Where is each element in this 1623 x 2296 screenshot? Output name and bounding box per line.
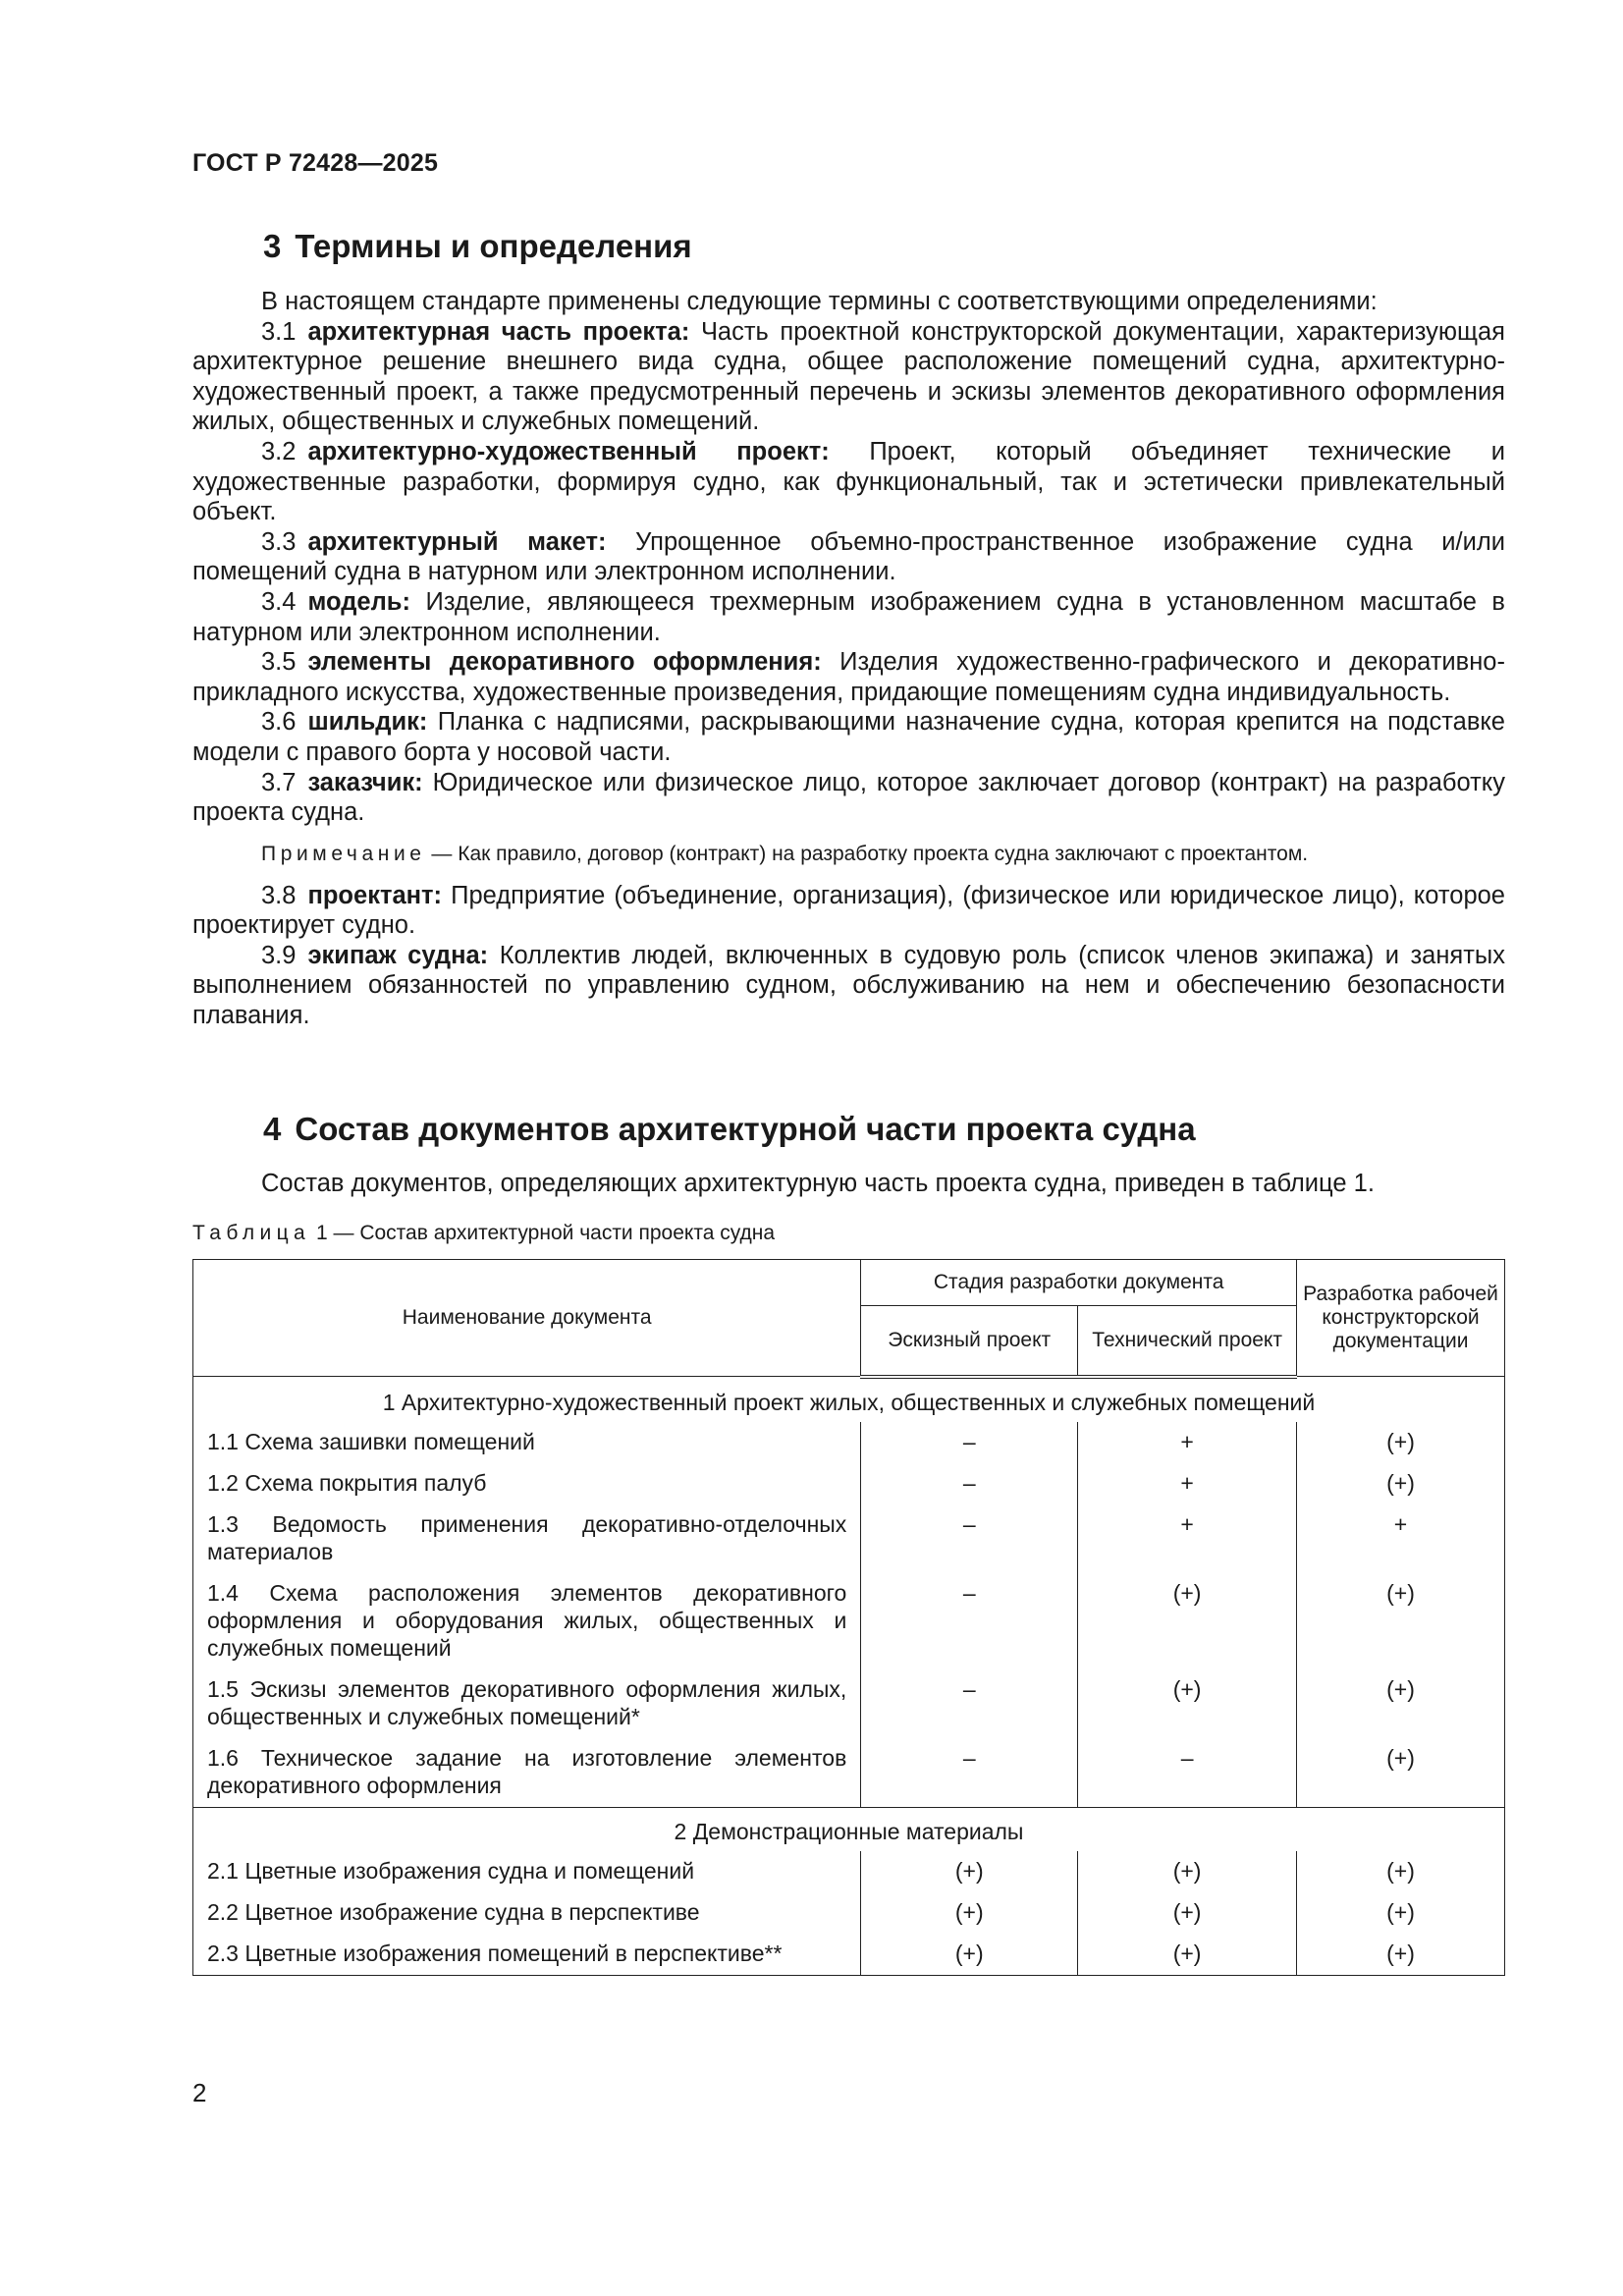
term-definition bbox=[192, 768, 1505, 828]
section-3-intro: В настоящем стандарте применены следующие термины с соответствующими определениями: bbox=[261, 288, 1378, 315]
document-header: ГОСТ Р 72428—2025 bbox=[192, 149, 439, 177]
sketch-project-cell: – bbox=[861, 1738, 1078, 1808]
term-name: архитектурная часть проекта: bbox=[307, 317, 690, 346]
term-name: архитектурно-художественный проект: bbox=[307, 437, 830, 465]
working-doc-cell: (+) bbox=[1297, 1934, 1505, 1976]
sketch-project-cell: – bbox=[861, 1504, 1078, 1573]
technical-project-cell: (+) bbox=[1078, 1573, 1297, 1669]
table-row bbox=[193, 1851, 1505, 1892]
term-definition bbox=[192, 707, 1505, 767]
term-definition bbox=[192, 941, 1505, 1031]
technical-project-cell: + bbox=[1078, 1504, 1297, 1573]
sketch-project-cell: – bbox=[861, 1669, 1078, 1738]
technical-project-cell: + bbox=[1078, 1463, 1297, 1504]
note-text: — Как правило, договор (контракт) на разработку проекта судна заключают с проектантом. bbox=[425, 842, 1309, 865]
term-text: Проект, который объединяет технические и художественные разработки, формируя судно, как функциональный, так и эстетически привлекательный объект. bbox=[192, 437, 1505, 526]
term-number: 3.8 bbox=[261, 881, 297, 909]
table-row bbox=[193, 1422, 1505, 1463]
table-group-row bbox=[193, 1377, 1505, 1422]
technical-project-cell: – bbox=[1078, 1738, 1297, 1808]
term-text: Коллектив людей, включенных в судовую роль (список членов экипажа) и занятых выполнением обязанностей по управлению судном, обслуживанию на нем и обеспечению безопасности плавания. bbox=[192, 941, 1505, 1030]
working-doc-cell: (+) bbox=[1297, 1422, 1505, 1463]
term-number: 3.1 bbox=[261, 317, 297, 346]
term-number: 3.9 bbox=[261, 941, 297, 969]
term-name: элементы декоративного оформления: bbox=[307, 648, 822, 677]
term-definition bbox=[192, 587, 1505, 647]
term-text: Изделие, являющееся трехмерным изображением судна в установленном масштабе в натурном или электронном исполнении. bbox=[192, 587, 1505, 646]
document-name-cell: 1.2 Схема покрытия палуб bbox=[193, 1463, 861, 1504]
document-name-cell: 1.6 Техническое задание на изготовление элементов декоративного оформления bbox=[193, 1738, 861, 1808]
term-number: 3.2 bbox=[261, 437, 297, 465]
composition-table bbox=[192, 1259, 1505, 1976]
working-doc-cell: (+) bbox=[1297, 1463, 1505, 1504]
table-row bbox=[193, 1934, 1505, 1976]
section-number: 3 bbox=[263, 228, 282, 264]
terms-list-continued bbox=[192, 881, 1505, 1031]
sketch-project-cell: (+) bbox=[861, 1851, 1078, 1892]
header-technical-project: Технический проект bbox=[1078, 1306, 1297, 1377]
note bbox=[192, 840, 1505, 869]
table-caption-label: Таблица bbox=[192, 1222, 311, 1244]
working-doc-cell: (+) bbox=[1297, 1669, 1505, 1738]
working-doc-cell: + bbox=[1297, 1504, 1505, 1573]
working-doc-cell: (+) bbox=[1297, 1738, 1505, 1808]
table-row bbox=[193, 1892, 1505, 1934]
term-definition bbox=[192, 527, 1505, 587]
term-text: Предприятие (объединение, организация), (физическое или юридическое лицо), которое проектирует судно. bbox=[192, 881, 1505, 940]
document-name-cell: 1.3 Ведомость применения декоративно-отделочных материалов bbox=[193, 1504, 861, 1573]
group-title: 1 Архитектурно-художественный проект жилых, общественных и служебных помещений bbox=[193, 1377, 1505, 1422]
document-name-cell: 1.1 Схема зашивки помещений bbox=[193, 1422, 861, 1463]
header-development-stage: Стадия разработки документа bbox=[861, 1260, 1297, 1306]
technical-project-cell: (+) bbox=[1078, 1892, 1297, 1934]
working-doc-cell: (+) bbox=[1297, 1573, 1505, 1669]
table-group-row bbox=[193, 1807, 1505, 1851]
section-4-intro: Состав документов, определяющих архитектурную часть проекта судна, приведен в таблице 1. bbox=[261, 1170, 1375, 1197]
group-title: 2 Демонстрационные материалы bbox=[193, 1807, 1505, 1851]
sketch-project-cell: (+) bbox=[861, 1892, 1078, 1934]
term-number: 3.4 bbox=[261, 587, 297, 616]
terms-list bbox=[192, 317, 1505, 828]
term-name: экипаж судна: bbox=[307, 941, 489, 969]
table-row bbox=[193, 1738, 1505, 1808]
header-sketch-project: Эскизный проект bbox=[861, 1306, 1078, 1377]
term-definition bbox=[192, 881, 1505, 941]
section-title-text: Термины и определения bbox=[295, 228, 692, 264]
working-doc-cell: (+) bbox=[1297, 1851, 1505, 1892]
sketch-project-cell: – bbox=[861, 1463, 1078, 1504]
section-number: 4 bbox=[263, 1111, 282, 1147]
section-3-body bbox=[192, 287, 1505, 1031]
term-text: Планка с надписями, раскрывающими назначение судна, которая крепится на подставке модели с правого борта у носовой части. bbox=[192, 708, 1505, 766]
term-definition bbox=[192, 317, 1505, 437]
term-text: Юридическое или физическое лицо, которое заключает договор (контракт) на разработку проекта судна. bbox=[192, 768, 1505, 827]
table-caption bbox=[192, 1222, 775, 1245]
term-name: модель: bbox=[307, 587, 410, 616]
term-number: 3.3 bbox=[261, 527, 297, 556]
term-name: архитектурный макет: bbox=[307, 527, 607, 556]
section-4-body bbox=[192, 1169, 1505, 1199]
table-row bbox=[193, 1573, 1505, 1669]
technical-project-cell: (+) bbox=[1078, 1851, 1297, 1892]
term-number: 3.7 bbox=[261, 768, 297, 796]
section-title-text: Состав документов архитектурной части проекта судна bbox=[295, 1111, 1196, 1147]
technical-project-cell: (+) bbox=[1078, 1934, 1297, 1976]
document-name-cell: 2.3 Цветные изображения помещений в перспективе** bbox=[193, 1934, 861, 1976]
header-document-name: Наименование документа bbox=[193, 1260, 861, 1377]
technical-project-cell: (+) bbox=[1078, 1669, 1297, 1738]
term-name: шильдик: bbox=[307, 708, 428, 737]
page-number: 2 bbox=[192, 2078, 207, 2107]
term-name: заказчик: bbox=[307, 768, 423, 796]
term-number: 3.6 bbox=[261, 708, 297, 737]
document-name-cell: 1.4 Схема расположения элементов декоративного оформления и оборудования жилых, общественных и служебных помещений bbox=[193, 1573, 861, 1669]
sketch-project-cell: – bbox=[861, 1422, 1078, 1463]
table-row bbox=[193, 1504, 1505, 1573]
working-doc-cell: (+) bbox=[1297, 1892, 1505, 1934]
section-3-title bbox=[263, 228, 692, 265]
table-caption-text: 1 — Состав архитектурной части проекта судна bbox=[310, 1222, 776, 1244]
term-definition bbox=[192, 437, 1505, 527]
sketch-project-cell: (+) bbox=[861, 1934, 1078, 1976]
term-definition bbox=[192, 647, 1505, 707]
sketch-project-cell: – bbox=[861, 1573, 1078, 1669]
technical-project-cell: + bbox=[1078, 1422, 1297, 1463]
term-number: 3.5 bbox=[261, 648, 297, 677]
section-4-title bbox=[263, 1111, 1196, 1148]
term-text: Часть проектной конструкторской документации, характеризующая архитектурное решение внешнего вида судна, общее расположение помещений судна, архитектурно-художественный проект, а также предусмотренный перечень и эскизы элементов декоративного оформления жилых, общественных и служебных помещений. bbox=[192, 317, 1505, 436]
document-name-cell: 1.5 Эскизы элементов декоративного оформления жилых, общественных и служебных помещений* bbox=[193, 1669, 861, 1738]
term-text: Упрощенное объемно-пространственное изображение судна и/или помещений судна в натурном или электронном исполнении. bbox=[192, 527, 1505, 586]
term-name: проектант: bbox=[307, 881, 443, 909]
term-text: Изделия художественно-графического и декоративно-прикладного искусства, художественные произведения, придающие помещениям судна индивидуальность. bbox=[192, 648, 1505, 706]
note-label: Примечание bbox=[261, 842, 426, 865]
document-name-cell: 2.1 Цветные изображения судна и помещений bbox=[193, 1851, 861, 1892]
header-working-documentation: Разработка рабочей конструкторской документации bbox=[1297, 1260, 1505, 1377]
document-name-cell: 2.2 Цветное изображение судна в перспективе bbox=[193, 1892, 861, 1934]
table-row bbox=[193, 1463, 1505, 1504]
table-row bbox=[193, 1669, 1505, 1738]
